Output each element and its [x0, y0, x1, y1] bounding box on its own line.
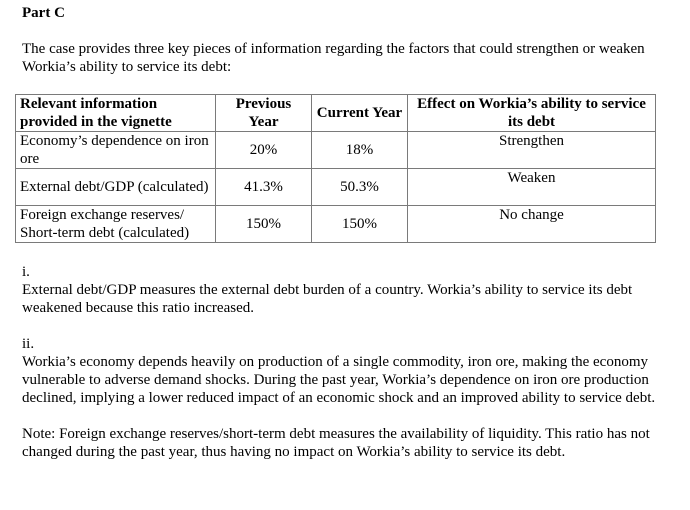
intro-paragraph: The case provides three key pieces of information regarding the factors that could strengthen or weaken Workia’s ability to service its debt:: [22, 41, 645, 75]
section-heading: Part C: [22, 5, 65, 21]
table-row: [16, 206, 656, 243]
answer-body: [22, 263, 662, 461]
cell-info: External debt/GDP (calculated): [16, 169, 216, 206]
header-info: Relevant information provided in the vignette: [16, 95, 216, 132]
paragraph-gap: [22, 317, 662, 335]
cell-current: 150%: [312, 206, 408, 243]
cell-previous: 150%: [216, 206, 312, 243]
section-i-text: External debt/GDP measures the external debt burden of a country. Workia’s ability to service its debt weakened because this ratio increased.: [22, 282, 633, 316]
table-header-row: [16, 95, 656, 132]
cell-effect: No change: [408, 206, 656, 243]
cell-previous: 20%: [216, 132, 312, 169]
cell-info: Foreign exchange reserves/ Short-term debt (calculated): [16, 206, 216, 243]
table-row: [16, 132, 656, 169]
cell-current: 50.3%: [312, 169, 408, 206]
header-effect: Effect on Workia’s ability to service its debt: [408, 95, 656, 132]
cell-info: Economy’s dependence on iron ore: [16, 132, 216, 169]
note-paragraph: Note: Foreign exchange reserves/short-term debt measures the availability of liquidity. This ratio has not changed during the past year, thus having no impact on Workia’s ability to service its debt.: [22, 426, 650, 460]
header-current: Current Year: [312, 95, 408, 132]
header-previous: Previous Year: [216, 95, 312, 132]
section-ii-text: Workia’s economy depends heavily on production of a single commodity, iron ore, making the economy vulnerable to adverse demand shocks. During the past year, Workia’s dependence on iron ore production declined, implying a lower reduced impact of an economic shock and an improved ability to service debt.: [22, 354, 656, 406]
table-row: [16, 169, 656, 206]
section-ii-marker: ii.: [22, 336, 35, 352]
information-table: [15, 94, 656, 243]
cell-effect: Strengthen: [408, 132, 656, 169]
cell-effect: Weaken: [408, 169, 656, 206]
document-page: [22, 4, 662, 76]
cell-previous: 41.3%: [216, 169, 312, 206]
section-i-marker: i.: [22, 264, 30, 280]
cell-current: 18%: [312, 132, 408, 169]
paragraph-gap: [22, 407, 662, 425]
